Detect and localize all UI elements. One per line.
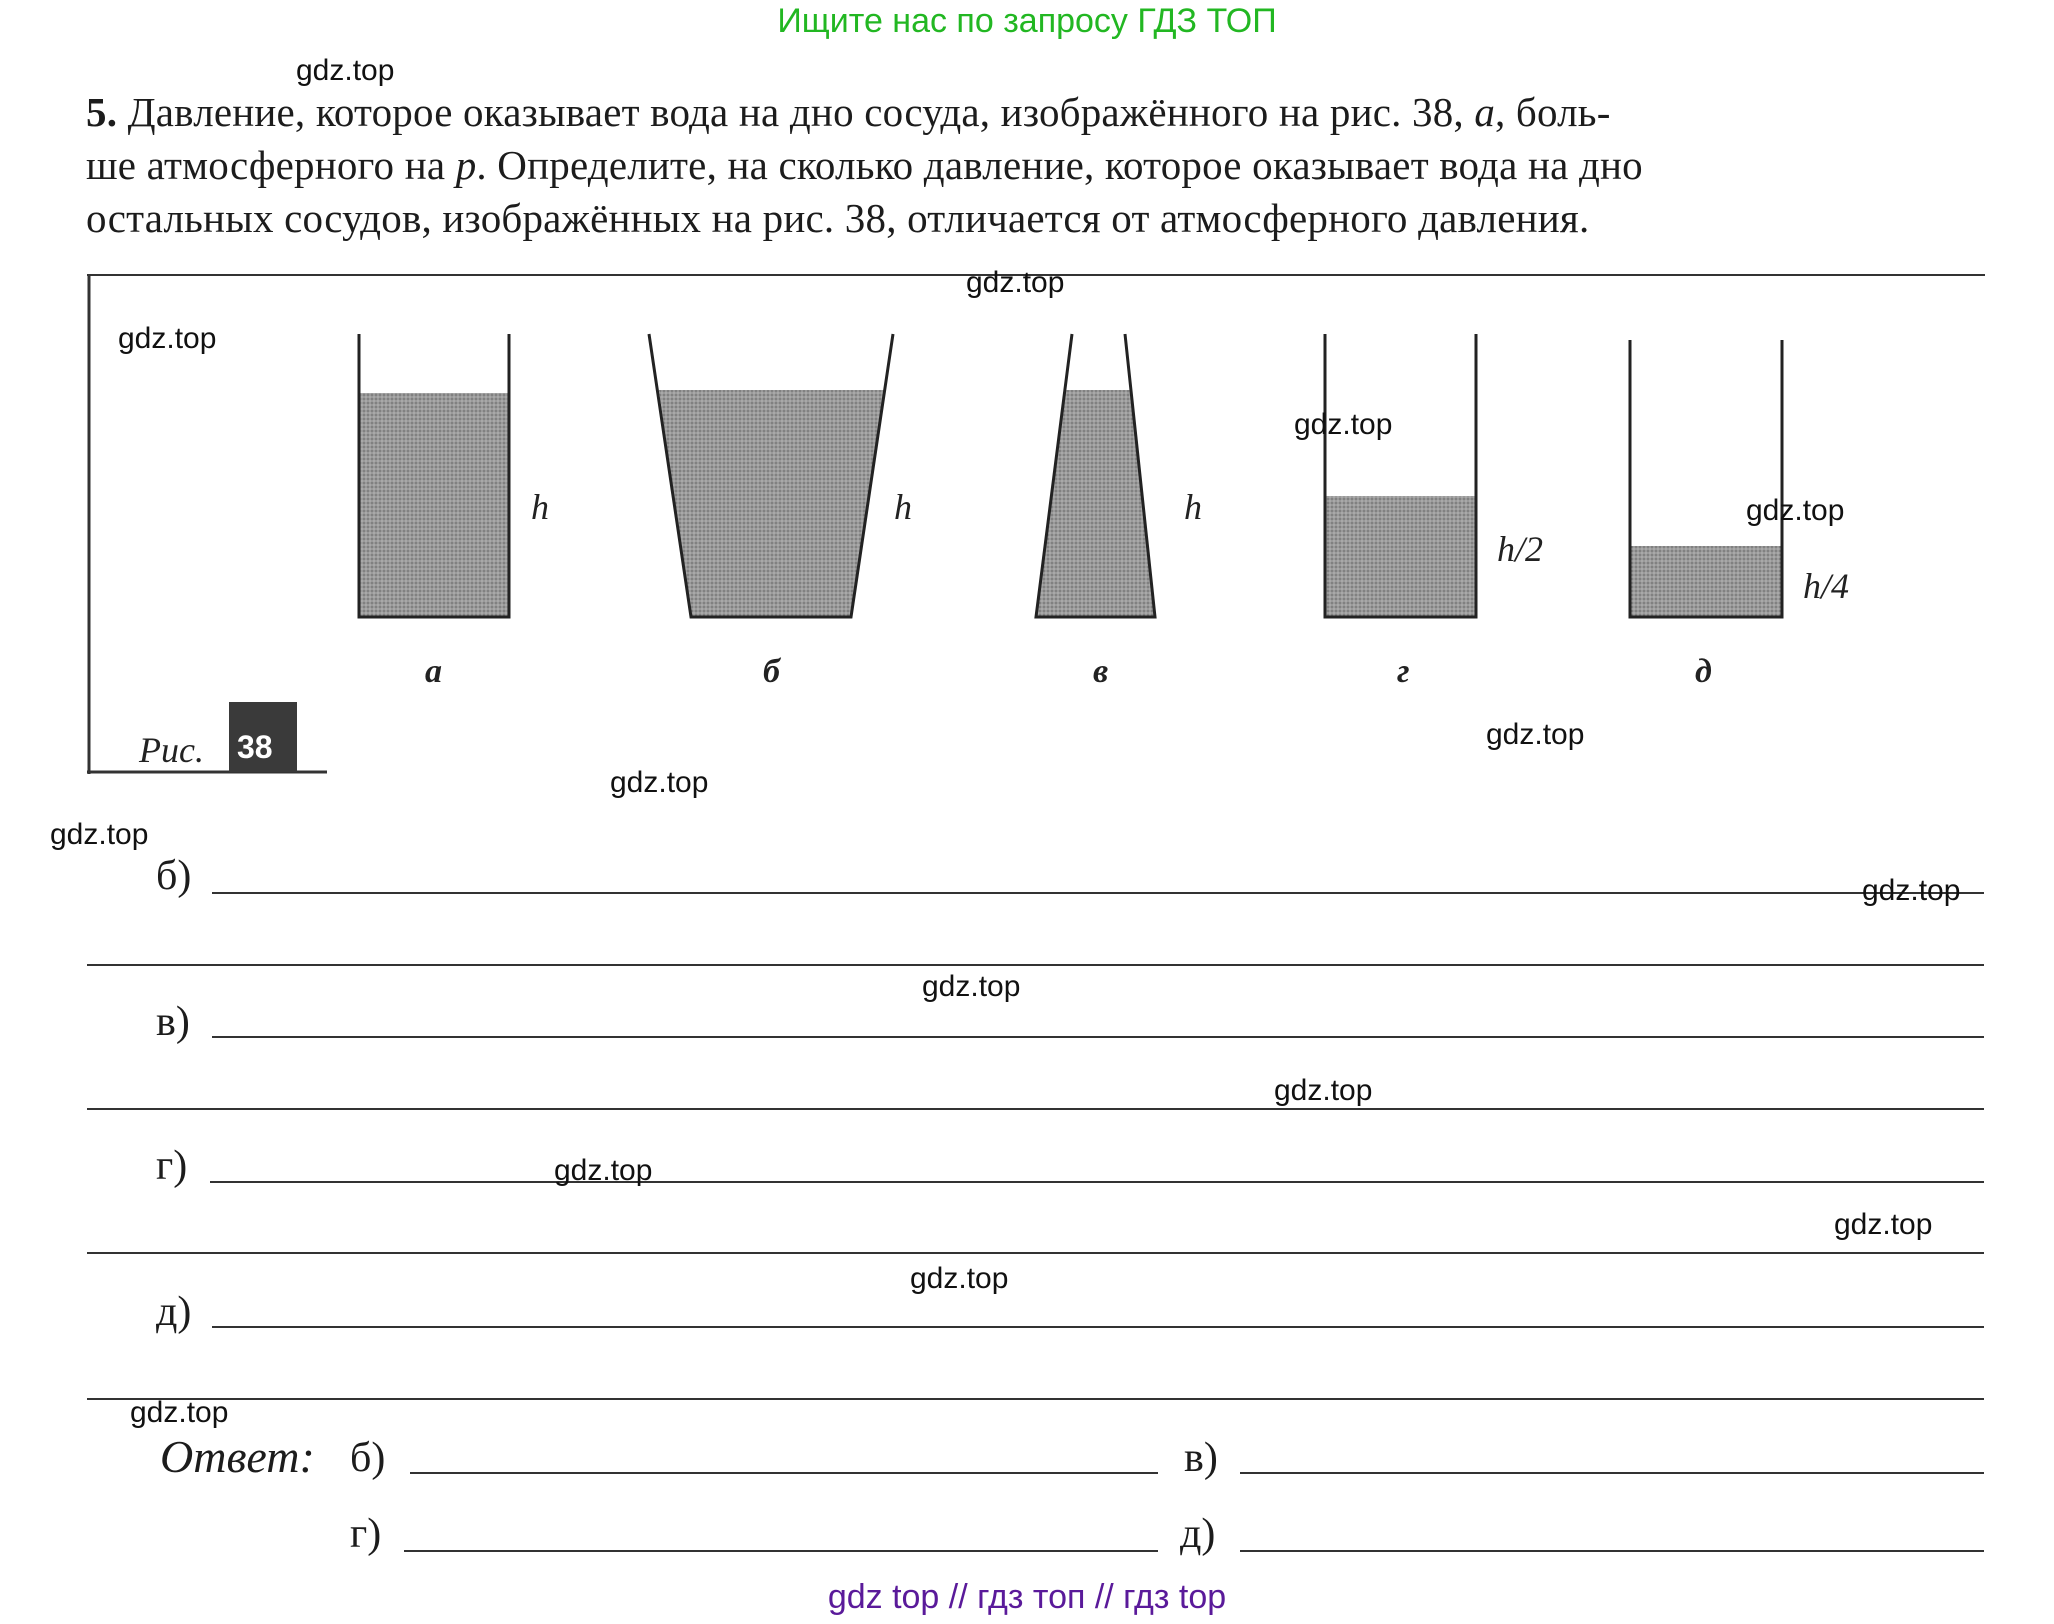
- vessel-d-height-label: h/4: [1803, 566, 1850, 606]
- figure-38: [87, 274, 1985, 774]
- vessel-v-water: [1036, 390, 1155, 617]
- watermark: gdz.top: [130, 1396, 229, 1429]
- watermark: gdz.top: [50, 818, 149, 851]
- task-line-1: 5. Давление, которое оказывает вода на дно сосуда, изображённого на рис. 38, a, боль-: [86, 89, 1611, 135]
- answer-b-label: б): [156, 853, 192, 899]
- vessel-d-water: [1630, 546, 1782, 617]
- watermark: gdz.top: [1294, 408, 1393, 441]
- answer-row-d-line[interactable]: [1240, 1550, 1984, 1552]
- vessel-b: [649, 334, 893, 617]
- watermark: gdz.top: [296, 54, 395, 87]
- vessel-d-letter: д: [1695, 653, 1712, 690]
- bottom-banner[interactable]: gdz top // гдз топ // гдз top: [827, 1578, 1227, 1616]
- vessel-g-letter: г: [1397, 653, 1410, 690]
- watermark: gdz.top: [1274, 1074, 1373, 1107]
- watermark: gdz.top: [922, 970, 1021, 1003]
- vessel-b-letter: б: [763, 653, 780, 690]
- answer-v-line-2[interactable]: [87, 1108, 1984, 1110]
- vessel-a-height-label: h: [531, 487, 549, 527]
- task-line-3: остальных сосудов, изображённых на рис. 38, отличается от атмосферного давления.: [86, 195, 1590, 241]
- answer-d-label: д): [156, 1289, 192, 1335]
- answer-g-line[interactable]: [210, 1181, 1984, 1183]
- vessel-a-water: [359, 393, 509, 617]
- watermark: gdz.top: [610, 766, 709, 799]
- watermark: gdz.top: [1862, 874, 1961, 907]
- top-banner[interactable]: Ищите нас по запросу ГДЗ ТОП: [777, 2, 1277, 40]
- vessel-g-height-label: h/2: [1497, 529, 1544, 569]
- answer-row-b-label: б): [350, 1435, 386, 1481]
- answer-row-b-line[interactable]: [410, 1472, 1158, 1474]
- watermark: gdz.top: [910, 1262, 1009, 1295]
- answer-g-label: г): [156, 1143, 188, 1189]
- vessel-a-letter: а: [425, 653, 442, 690]
- answer-row-d-label: д): [1180, 1511, 1216, 1557]
- vessel-v: [1036, 334, 1155, 617]
- answer-word: Ответ:: [160, 1431, 315, 1482]
- answer-row-g-label: г): [350, 1511, 382, 1557]
- vessel-g: [1325, 334, 1476, 617]
- answer-row-g-line[interactable]: [404, 1550, 1158, 1552]
- answer-b-line-2[interactable]: [87, 964, 1984, 966]
- task-line-2: ше атмосферного на p. Определите, на сколько давление, которое оказывает вода на дно: [86, 142, 1643, 188]
- figure-caption: Рис.: [139, 730, 204, 770]
- answer-d-line[interactable]: [212, 1326, 1984, 1328]
- answer-g-line-2[interactable]: [87, 1252, 1984, 1254]
- task-text: [86, 86, 1986, 245]
- figure-number: 38: [237, 729, 273, 765]
- watermark: gdz.top: [966, 266, 1065, 299]
- watermark: gdz.top: [1834, 1208, 1933, 1241]
- answer-v-label: в): [156, 999, 190, 1045]
- vessel-b-height-label: h: [894, 487, 912, 527]
- answer-d-line-2[interactable]: [87, 1398, 1984, 1400]
- vessel-a: [359, 334, 509, 617]
- vessel-d: [1630, 340, 1782, 617]
- watermark: gdz.top: [554, 1154, 653, 1187]
- watermark: gdz.top: [1486, 718, 1585, 751]
- answer-row-v-label: в): [1184, 1435, 1218, 1481]
- vessel-v-letter: в: [1093, 653, 1109, 690]
- vessel-b-water: [659, 390, 885, 617]
- task-number: 5.: [86, 89, 118, 135]
- vessel-v-height-label: h: [1184, 487, 1202, 527]
- vessel-g-water: [1325, 496, 1476, 617]
- watermark: gdz.top: [118, 322, 217, 355]
- answer-row-v-line[interactable]: [1240, 1472, 1984, 1474]
- answer-b-line[interactable]: [212, 892, 1984, 894]
- watermark: gdz.top: [1746, 494, 1845, 527]
- answer-v-line[interactable]: [212, 1036, 1984, 1038]
